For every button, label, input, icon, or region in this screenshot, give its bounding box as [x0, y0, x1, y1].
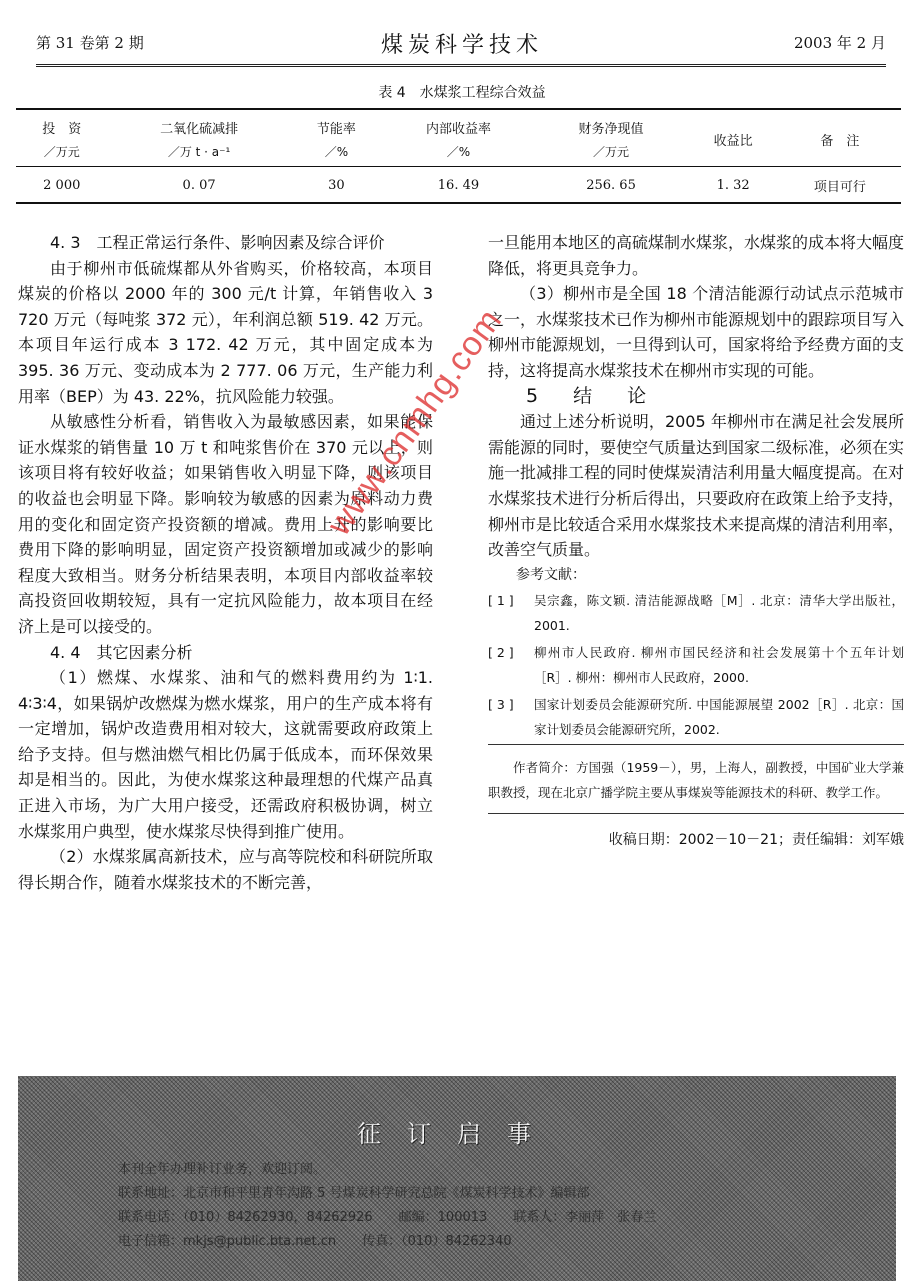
issue-date: 2003 年 2 月: [793, 34, 886, 52]
paragraph: （1）燃煤、水煤浆、油和气的燃料费用约为 1∶1. 4∶3∶4，如果锅炉改燃煤为燃水煤浆，用户的生产成本将有一定增加，锅炉改造费用相对较大，这就需要政府政策上给予支持。但与燃油燃气相比仍属于低成本，而环保效果却是相当的。因此，为使水煤浆这种最理想的代煤产品真正进入市场，为广大用户接受，还需政府积极协调，树立水煤浆用户典型，使水煤浆尽快得到推广使用。: [18, 668, 433, 841]
notice-line: 联系电话：（010）84262930，84262926 邮编：100013 联系人：李丽萍 张春兰: [118, 1210, 657, 1225]
paragraph: 从敏感性分析看，销售收入为最敏感因素，如果能保证水煤浆的销售量 10 万 t 和吨浆售价在 370 元以上，则该项目将有较好收益；如果销售收入明显下降，则该项目的收益也会明显下降。影响较为敏感的因素为原料动力费用的变化和固定资产投资额的增减。费用上升的影响要比费用下降的影响明显，固定资产投资额增加或减少的影响程度大致相当。财务分析结果表明，本项目内部收益率较高投资回收期较短，具有一定抗风险能力，故本项目在经济上是可以接受的。: [18, 412, 433, 636]
paragraph: 由于柳州市低硫煤都从外省购买，价格较高，本项目煤炭的价格以 2000 年的 300 元/t 计算，年销售收入 3 720 万元（每吨浆 372 元），年利润总额 519. 42 万元。本项目年运行成本 3 172. 42 万元，其中固定成本为 395. 36 万元、变动成本为 2 777. 06 万元，生产能力利用率（BEP）为 43. 22%，抗风险能力较强。: [18, 258, 433, 406]
col-header-energy-saving: 节能率 ／%: [291, 109, 383, 167]
col-header-ratio: 收益比: [687, 109, 779, 167]
table-cell: 256. 65: [535, 167, 688, 204]
table-cell: 2 000: [16, 167, 108, 204]
paragraph: （3）柳州市是全国 18 个清洁能源行动试点示范城市之一，水煤浆技术已作为柳州市能源规划中的跟踪项目写入柳州市能源规划，一旦得到认可，国家将给予经费方面的支持，这将提高水煤浆技术在柳州市实现的可能。: [488, 284, 905, 380]
notice-line: 联系地址：北京市和平里青年沟路 5 号煤炭科学研究总院《煤炭科学技术》编辑部: [118, 1186, 590, 1201]
reference-item: [ 3 ] 国家计划委员会能源研究所. 中国能源展望 2002［R］. 北京：国家计划委员会能源研究所，2002.: [488, 697, 904, 738]
author-bio: 作者简介：方国强（1959－），男，上海人，副教授，中国矿业大学兼职教授，现在北京广播学院主要从事煤炭等能源技术的科研、教学工作。: [488, 744, 904, 814]
col-header-npv: 财务净现值 ／万元: [535, 109, 688, 167]
right-column: [488, 230, 904, 854]
header-rule: [36, 64, 886, 69]
col-header-investment: 投 资 ／万元: [16, 109, 108, 167]
section-heading-4-4: 4. 4 其它因素分析: [50, 642, 193, 662]
paragraph: 一旦能用本地区的高硫煤制水煤浆，水煤浆的成本将大幅度降低，将更具竞争力。: [488, 233, 905, 278]
received-date: 收稿日期：2002－10－21；责任编辑：刘军娥: [608, 832, 904, 849]
table-cell: 16. 49: [382, 167, 535, 204]
notice-line: 本刊全年办理补订业务，欢迎订阅。: [118, 1162, 327, 1177]
col-header-irr: 内部收益率 ／%: [382, 109, 535, 167]
notice-line: 电子信箱：mkjs@public.bta.net.cn 传真：（010）84262340: [118, 1234, 512, 1249]
subscription-notice: [18, 1076, 896, 1281]
section-heading-4-3: 4. 3 工程正常运行条件、影响因素及综合评价: [50, 233, 385, 252]
table-header-row: [16, 109, 901, 167]
reference-list: [488, 588, 904, 742]
table-cell: 30: [291, 167, 383, 204]
table-cell: 项目可行: [779, 167, 901, 204]
watermark: www.cnmhg.com: [320, 301, 510, 543]
notice-body: [118, 1158, 656, 1254]
col-header-so2: 二氧化硫减排 ／万 t · a⁻¹: [108, 109, 291, 167]
notice-title: 征订启事: [357, 1120, 557, 1148]
reference-item: [ 2 ] 柳州市人民政府. 柳州市国民经济和社会发展第十个五年计划［R］. 柳州：柳州市人民政府，2000.: [488, 645, 904, 686]
journal-title: 煤炭科学技术: [380, 33, 543, 58]
paragraph: （2）水煤浆属高新技术，应与高等院校和科研院所取得长期合作，随着水煤浆技术的不断完善，: [18, 847, 433, 892]
table-caption: 表 4 水煤浆工程综合效益: [378, 85, 546, 101]
table-cell: 0. 07: [108, 167, 291, 204]
section-heading-5: 5 结 论: [526, 384, 655, 407]
col-header-remark: 备 注: [779, 109, 901, 167]
reference-item: [ 1 ] 吴宗鑫，陈文颖. 清洁能源战略［M］. 北京：清华大学出版社，2001.: [488, 593, 904, 634]
volume-issue: 第 31 卷第 2 期: [36, 34, 144, 52]
references-title: 参考文献：: [516, 566, 586, 583]
left-column: [18, 230, 433, 895]
table-cell: 1. 32: [687, 167, 779, 204]
paragraph: 通过上述分析说明，2005 年柳州市在满足社会发展所需能源的同时，要使空气质量达到国家二级标准，必须在实施一批减排工程的同时使煤炭清洁利用量大幅度提高。在对水煤浆技术进行分析后得出，只要政府在政策上给予支持，柳州市是比较适合采用水煤浆技术来提高煤的清洁利用率，改善空气质量。: [488, 412, 905, 560]
benefit-table: [16, 108, 901, 204]
running-header: [22, 28, 902, 62]
table-row: [16, 167, 901, 204]
